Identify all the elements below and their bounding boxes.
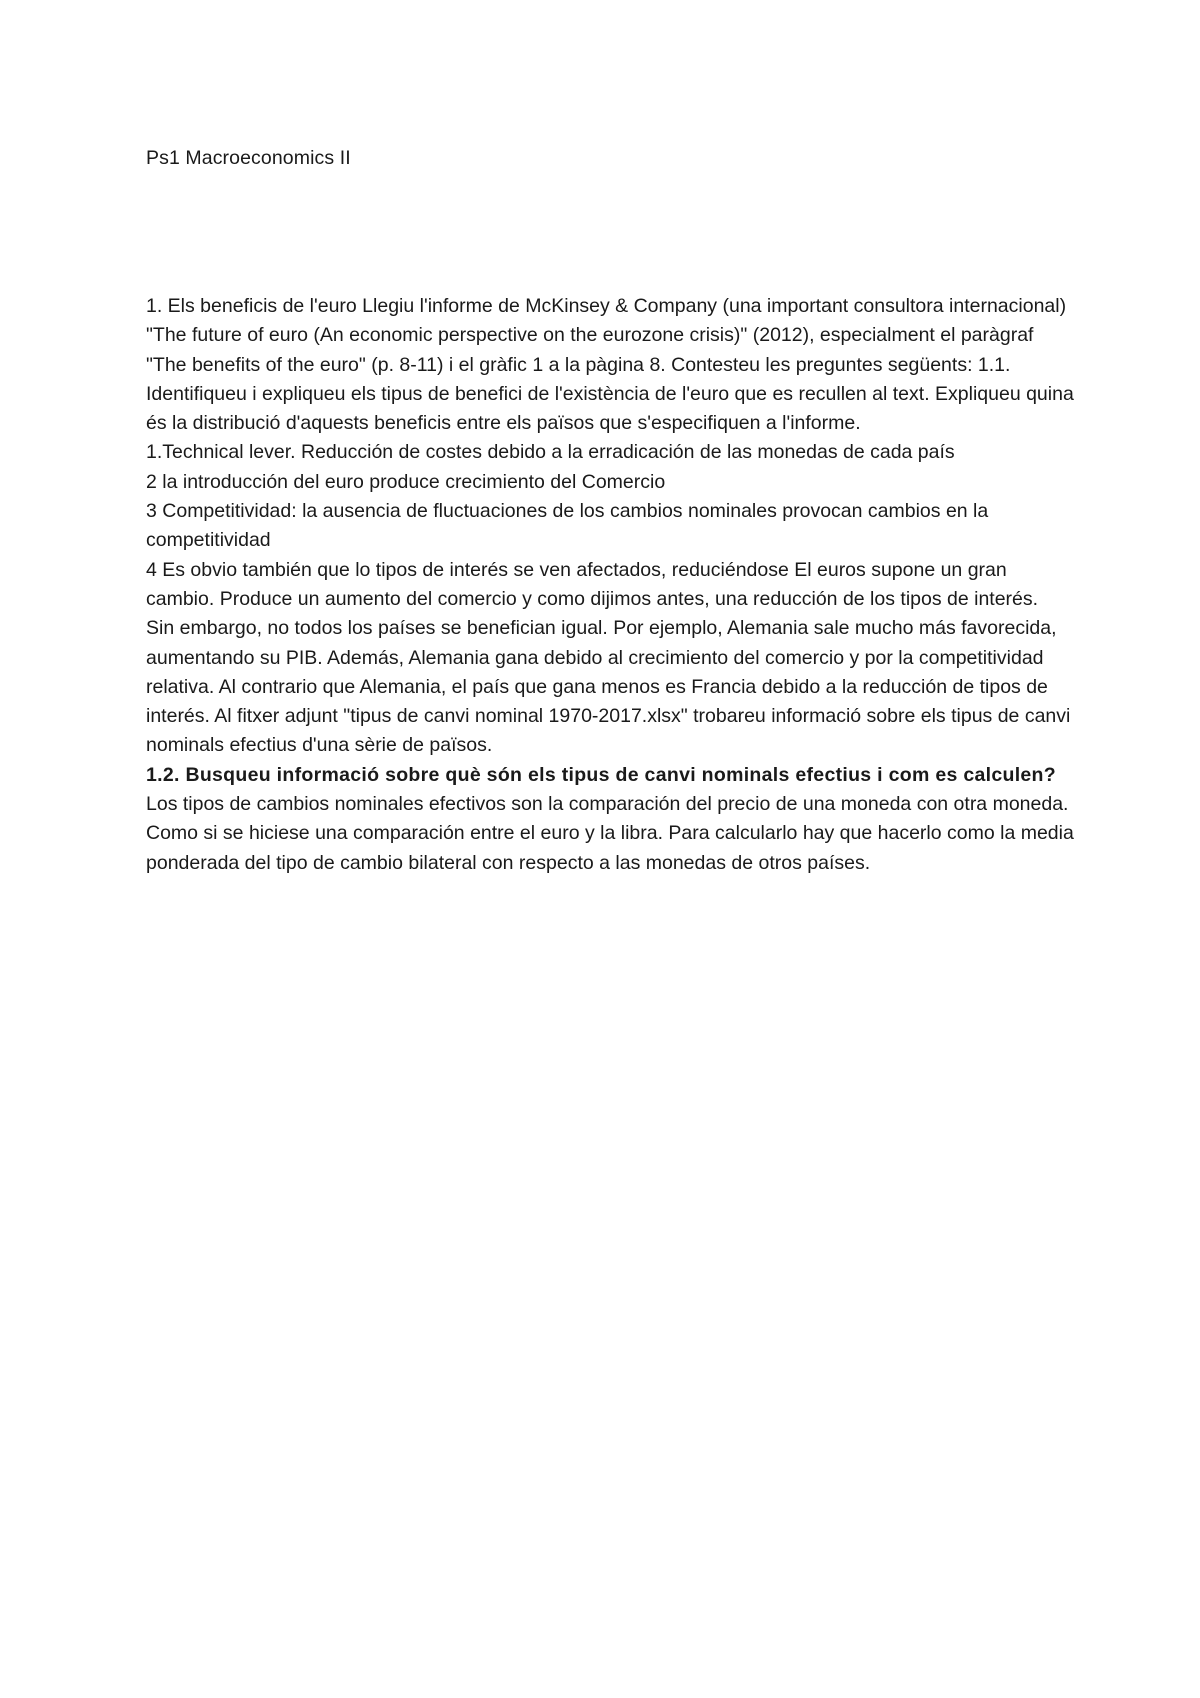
paragraph-answer-distribution: Sin embargo, no todos los países se benefician igual. Por ejemplo, Alemania sale mucho más favorecida, aumentando su PIB. Además, Alemania gana debido al crecimiento del comercio y por la competitividad relativa. Al contrario que Alemania, el país que gana menos es Francia debido a la reducción de tipos de interés. Al fitxer adjunt "tipus de canvi nominal 1970-2017.xlsx" trobareu informació sobre els tipus de canvi nominals efectius d'una sèrie de països. <box>146 617 1071 757</box>
paragraph-question-1-2: 1.2. Busqueu informació sobre què són els tipus de canvi nominals efectius i com es calculen? <box>146 763 1056 786</box>
paragraph-answer-competitiveness: 3 Competitividad: la ausencia de fluctuaciones de los cambios nominales provocan cambios en la competitividad <box>146 500 989 552</box>
paragraph-answer-technical-lever: 1.Technical lever. Reducción de costes debido a la erradicación de las monedas de cada país <box>146 441 955 464</box>
paragraph-answer-effective-rates: Los tipos de cambios nominales efectivos son la comparación del precio de una moneda con otra moneda. Como si se hiciese una comparación entre el euro y la libra. Para calcularlo hay que hacerlo como la media ponderada del tipo de cambio bilateral con respecto a las monedas de otros países. <box>146 793 1074 874</box>
document-body <box>146 292 1076 878</box>
paragraph-answer-interest-rates: 4 Es obvio también que lo tipos de interés se ven afectados, reduciéndose El euros supone un gran cambio. Produce un aumento del comercio y como dijimos antes, una reducción de los tipos de interés. <box>146 558 1039 610</box>
paragraph-question-1: 1. Els beneficis de l'euro Llegiu l'informe de McKinsey & Company (una important consultora internacional) "The future of euro (An economic perspective on the eurozone crisis)" (2012), especialment el paràgraf "The benefits of the euro" (p. 8-11) i el gràfic 1 a la pàgina 8. Contesteu les preguntes següents: 1.1. Identifiqueu i expliqueu els tipus de benefici de l'existència de l'euro que es recullen al text. Expliqueu quina és la distribució d'aquests beneficis entre els països que s'especifiquen a l'informe. <box>146 295 1074 435</box>
document-title: Ps1 Macroeconomics II <box>146 147 351 169</box>
paragraph-answer-trade-growth: 2 la introducción del euro produce crecimiento del Comercio <box>146 470 666 493</box>
